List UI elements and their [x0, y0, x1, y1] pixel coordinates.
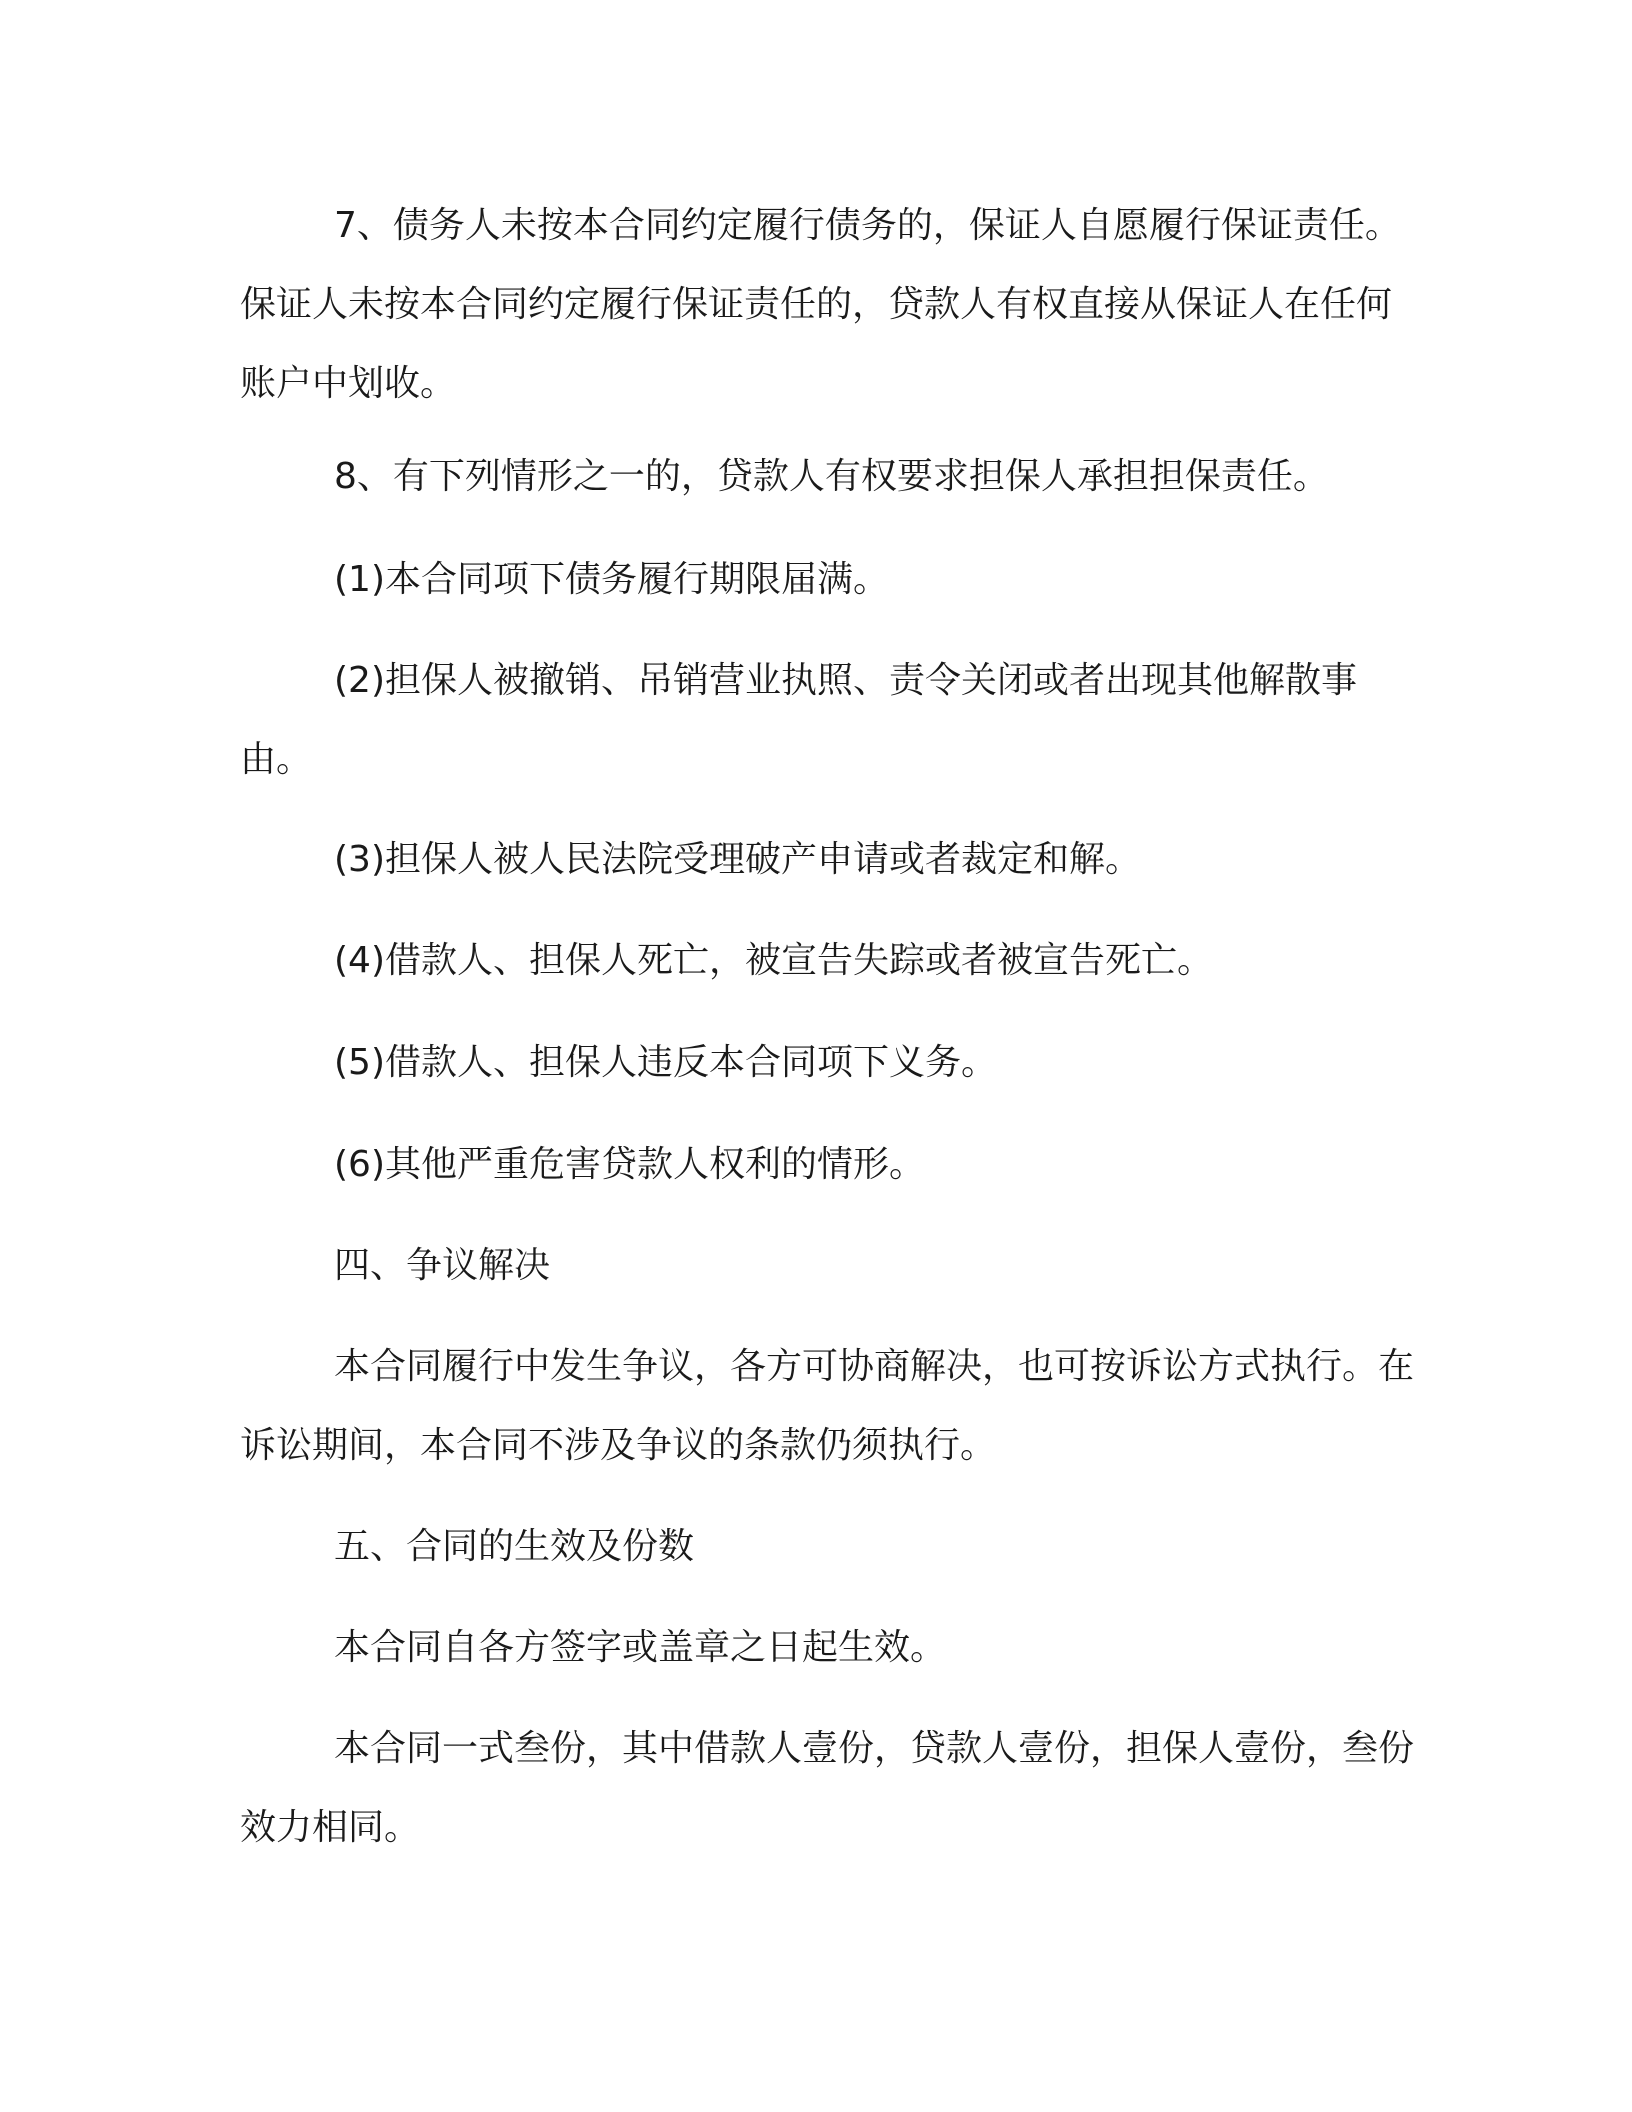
effectiveness-paragraph: 本合同自各方签字或盖章之日起生效。 [334, 1627, 947, 1668]
condition-4-paragraph: (4)借款人、担保人死亡，被宣告失踪或者被宣告死亡。 [334, 940, 1213, 981]
condition-1-paragraph: (1)本合同项下债务履行期限届满。 [334, 559, 889, 600]
condition-5-paragraph: (5)借款人、担保人违反本合同项下义务。 [334, 1042, 997, 1083]
section-4-heading: 四、争议解决 [334, 1245, 551, 1286]
section-5-heading: 五、合同的生效及份数 [334, 1526, 695, 1567]
dispute-resolution-paragraph: 本合同履行中发生争议，各方可协商解决，也可按诉讼方式执行。在诉讼期间，本合同不涉及争议的条款仍须执行。 [240, 1346, 1415, 1466]
copies-paragraph: 本合同一式叁份，其中借款人壹份，贷款人壹份，担保人壹份，叁份效力相同。 [240, 1728, 1415, 1848]
condition-2-paragraph: (2)担保人被撤销、吊销营业执照、责令关闭或者出现其他解散事由。 [240, 660, 1357, 780]
clause-7-paragraph: 7、债务人未按本合同约定履行债务的，保证人自愿履行保证责任。保证人未按本合同约定履行保证责任的，贷款人有权直接从保证人在任何账户中划收。 [240, 205, 1401, 404]
condition-6-paragraph: (6)其他严重危害贷款人权利的情形。 [334, 1144, 925, 1185]
clause-8-paragraph: 8、有下列情形之一的，贷款人有权要求担保人承担担保责任。 [334, 456, 1329, 497]
condition-3-paragraph: (3)担保人被人民法院受理破产申请或者裁定和解。 [334, 839, 1141, 880]
